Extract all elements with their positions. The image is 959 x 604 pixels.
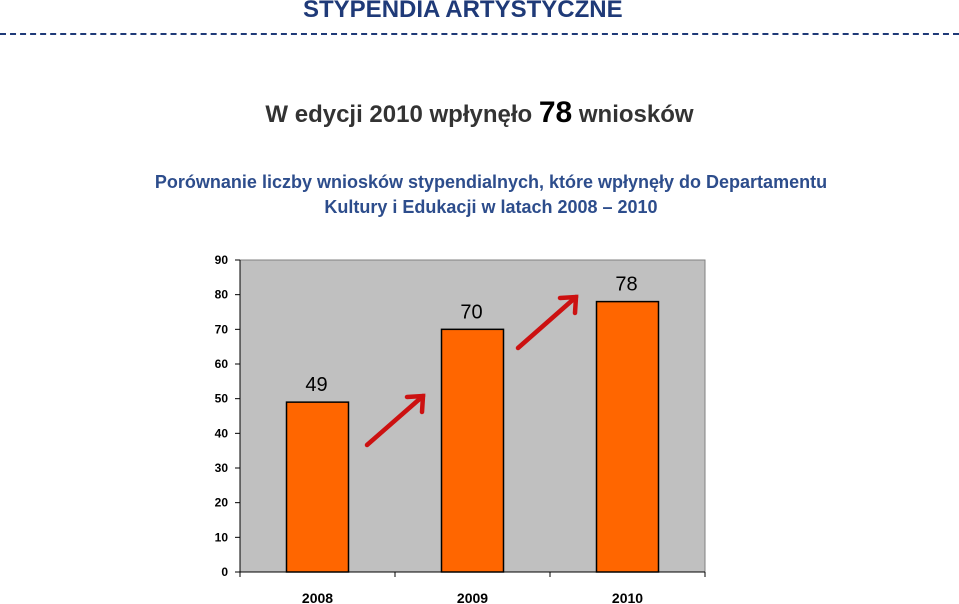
y-tick-label: 50: [214, 391, 228, 406]
y-tick-label: 10: [214, 530, 228, 545]
category-label: 2010: [611, 590, 644, 604]
y-tick-label: 70: [214, 322, 228, 337]
data-label: 49: [305, 374, 328, 397]
headline-count: 78: [538, 96, 573, 129]
y-tick-label: 40: [214, 426, 228, 441]
bar-2010: [597, 302, 659, 572]
bar-2008: [287, 402, 349, 572]
page-title: STYPENDIA ARTYSTYCZNE: [303, 0, 623, 23]
y-tick-label: 60: [214, 357, 228, 371]
category-label: 2008: [301, 590, 334, 604]
category-label: 2009: [456, 590, 489, 604]
bar-2009: [442, 329, 504, 572]
subtitle-line-2: Kultury i Edukacji w latach 2008 – 2010: [324, 197, 658, 217]
y-tick-label: 0: [221, 565, 228, 579]
headline-suffix: wniosków: [578, 101, 694, 128]
data-label: 70: [460, 301, 483, 324]
headline-prefix: W edycji 2010 wpłynęło: [265, 101, 533, 128]
subtitle-line-1: Porównanie liczby wniosków stypendialnych, które wpłynęły do Departamentu: [154, 172, 828, 192]
data-label: 78: [615, 273, 638, 296]
y-tick-label: 30: [214, 461, 228, 475]
y-tick-label: 90: [214, 253, 228, 267]
y-tick-label: 20: [214, 495, 228, 510]
y-tick-label: 80: [214, 287, 228, 302]
